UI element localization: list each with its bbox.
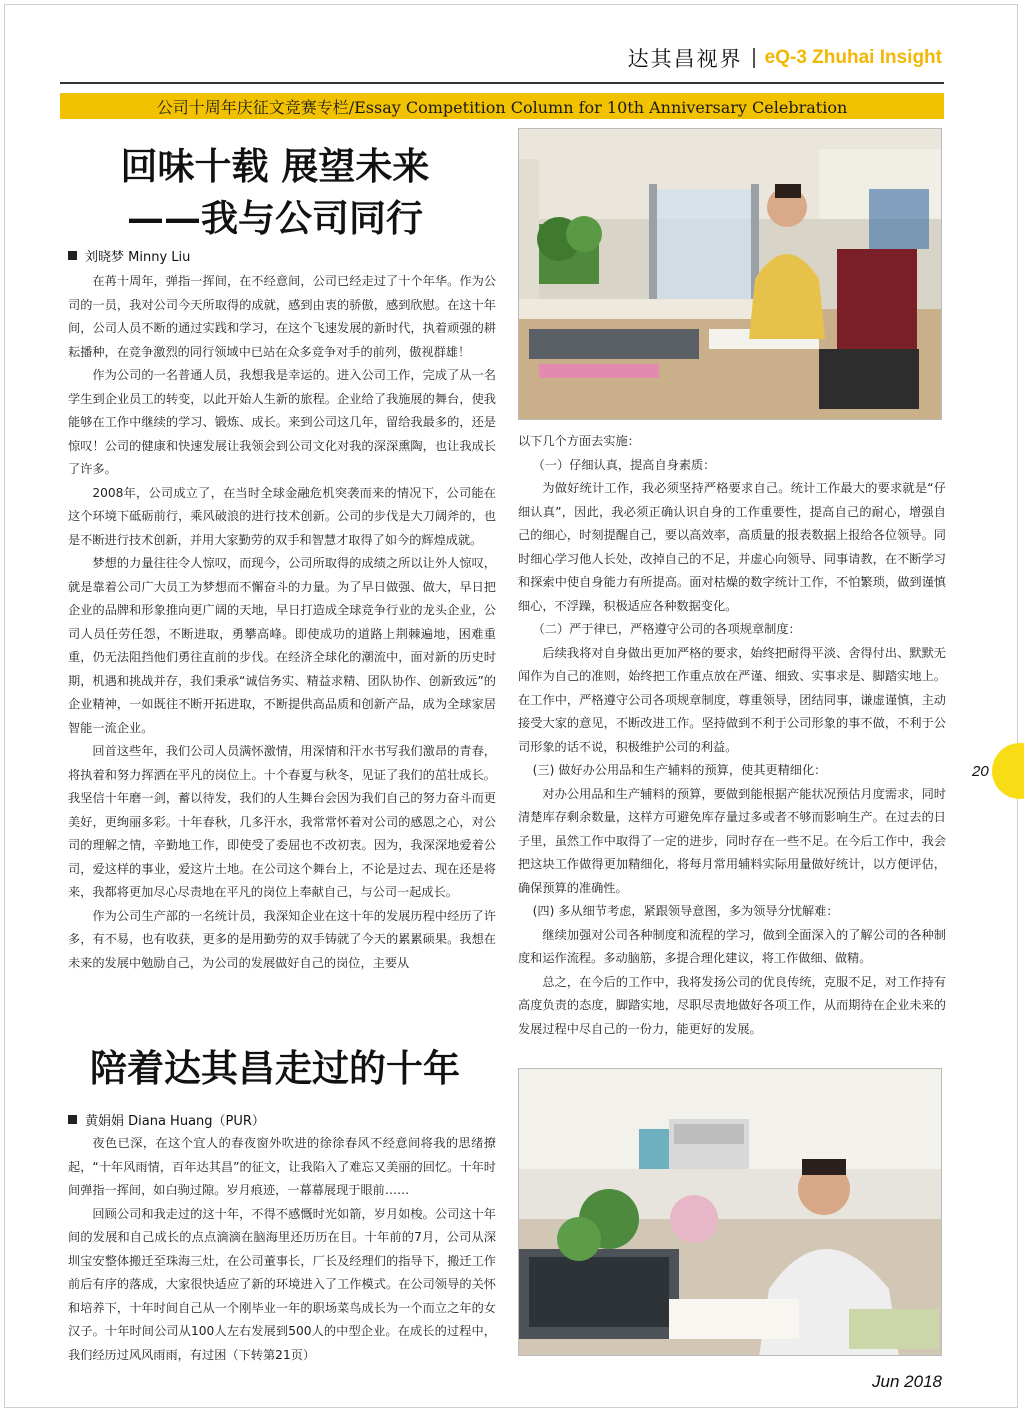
paragraph: 总之，在今后的工作中，我将发扬公司的优良传统，克服不足，对工作持有高度负责的态度，脚踏实地，尽职尽责地做好各项工作，从而期待在企业未来的发展过程中尽自己的一份力，能更好的发展。 bbox=[518, 974, 946, 1036]
article1-author bbox=[68, 246, 190, 265]
office-photo-illustration bbox=[519, 1069, 942, 1356]
article1-title-line2: ——我与公司同行 bbox=[127, 196, 423, 240]
section-heading: （一）仔细认真，提高自身素质： bbox=[532, 457, 716, 472]
article1-column-left bbox=[68, 270, 496, 1030]
section-heading: （二）严于律已，严格遵守公司的各项规章制度： bbox=[532, 622, 801, 636]
article1-column-right bbox=[518, 430, 946, 1036]
masthead bbox=[628, 40, 942, 76]
article2-author bbox=[68, 1110, 265, 1129]
paragraph: 梦想的力量往往令人惊叹，而现今，公司所取得的成绩之所以让外人惊叹，就是靠着公司广大员工为梦想而不懈奋斗的力量。为了早日做强、做大，早日把企业的品牌和形象推向更广阔的天地，早日打造成全球竞争行业的龙头企业，公司人员任劳任怨，不断进取，勇攀高峰。即使成功的道路上荆棘遍地，困难重重，仍无法阻挡他们勇往直前的步伐。在经济全球化的潮流中，面对新的历史时期，机遇和挑战并存，我们秉承“诚信务实、精益求精、团队协作、创新致远”的企业精神，一如既往不断开拓进取，不断提供高品质和创新产品，成为全球家居智能一流企业。 bbox=[68, 556, 496, 735]
article2-column-left bbox=[68, 1132, 496, 1368]
office-photo-illustration bbox=[519, 129, 942, 420]
paragraph: 回顾公司和我走过的这十年，不得不感慨时光如箭，岁月如梭。公司这十年间的发展和自己成长的点点滴滴在脑海里还历历在目。十年前的7月，公司从深圳宝安整体搬迁至珠海三灶，在公司董事长，厂长及经理们的指导下，搬迁工作前后有序的落成，大家很快适应了新的环境进入了工作模式。在公司领导的关怀和培养下，十年时间自己从一个刚毕业一年的职场菜鸟成长为一个而立之年的女汉子。十年时间公司从100人左右发展到500人的中型企业。在成长的过程中，我们经历过风风雨雨，有过困（下转第21页） bbox=[68, 1206, 496, 1362]
yellow-circle-icon bbox=[992, 743, 1024, 799]
article1-author-name: 刘晓梦 Minny Liu bbox=[85, 250, 191, 265]
paragraph: 继续加强对公司各种制度和流程的学习，做到全面深入的了解公司的各种制度和运作流程。多动脑筋，多提合理化建议，将工作做细、做精。 bbox=[518, 927, 946, 965]
paragraph: 以下几个方面去实施： bbox=[518, 434, 640, 448]
paragraph: 2008年，公司成立了，在当时全球金融危机突袭而来的情况下，公司能在这个环境下砥砺前行，乘风破浪的进行技术创新。公司的步伐是大刀阔斧的，也是不断进行技术创新，并用大家勤劳的双手和智慧才取得了如今的辉煌成就。 bbox=[68, 485, 496, 547]
masthead-divider bbox=[753, 48, 755, 68]
bullet-square-icon bbox=[68, 251, 77, 260]
paragraph: 为做好统计工作，我必须坚持严格要求自己。统计工作最大的要求就是“仔细认真”，因此，我必须正确认识自身的工作重要性，提高自己的耐心，增强自己的细心，时刻提醒自己，要以高效率，高质量的报表数据上报给各位领导。同时细心学习他人长处，改掉自己的不足，并虚心向领导、同事请教，在不断学习和探索中使自身能力有所提高。面对枯燥的数字统计工作，不怕繁琐，做到谨慎细心，不浮躁，积极适应各种数据变化。 bbox=[518, 481, 946, 613]
bullet-square-icon bbox=[68, 1115, 77, 1124]
paragraph: 在苒十周年，弹指一挥间，在不经意间，公司已经走过了十个年华。作为公司的一员，我对公司今天所取得的成就，感到由衷的骄傲，感到欣慰。在这十年间，公司人员不断的通过实践和学习，在这个飞速发展的新时代，执着顽强的耕耘播种，在竞争激烈的同行领域中已站在众多竞争对手的前列，傲视群雄！ bbox=[68, 274, 496, 359]
article1-title bbox=[60, 140, 490, 244]
column-banner-text: 公司十周年庆征文竞赛专栏/Essay Competition Column for 10th Anniversary Celebration bbox=[156, 97, 848, 117]
article2-author-name: 黄娟娟 Diana Huang（PUR） bbox=[85, 1114, 265, 1129]
article1-photo bbox=[518, 128, 942, 420]
header-rule bbox=[60, 82, 944, 84]
paragraph: 对办公用品和生产辅料的预算，要做到能根据产能状况预估月度需求，同时清楚库存剩余数量，这样方可避免库存量过多或者不够而影响生产。在过去的日子里，虽然工作中取得了一定的进步，同时存在一些不足。在今后工作中，我会把这块工作做得更加精细化，将每月常用辅料实际用量做好统计，以方便评估，确保预算的准确性。 bbox=[518, 786, 946, 895]
page-number-marker bbox=[964, 746, 1024, 796]
column-banner bbox=[60, 93, 944, 119]
magazine-name-cn: 达其昌视界 bbox=[627, 47, 743, 71]
paragraph: 夜色已深，在这个宜人的春夜窗外吹进的徐徐春风不经意间将我的思绪撩起，“十年风雨情，百年达其昌”的征文，让我陷入了难忘又美丽的回忆。十年时间弹指一挥间，如白驹过隙。岁月痕迹，一幕幕展现于眼前…… bbox=[68, 1136, 496, 1197]
paragraph: 后续我将对自身做出更加严格的要求，始终把耐得平淡、舍得付出、默默无闻作为自己的准则，始终把工作重点放在严谨、细致、实事求是、脚踏实地上。在工作中，严格遵守公司各项规章制度，尊重领导，团结同事，谦虚谨慎，主动接受大家的意见，不断改进工作。坚持做到不利于公司形象的事不做，不利于公司形象的话不说，积极维护公司的利益。 bbox=[518, 645, 946, 754]
paragraph: 作为公司生产部的一名统计员，我深知企业在这十年的发展历程中经历了许多，有不易，也有收获，更多的是用勤劳的双手铸就了今天的累累硕果。我想在未来的发展中勉励自己，为公司的发展做好自己的岗位，主要从 bbox=[68, 908, 496, 970]
article2-photo bbox=[518, 1068, 942, 1356]
section-heading: (四) 多从细节考虑，紧跟领导意图，多为领导分忧解难： bbox=[532, 904, 839, 918]
paragraph: 作为公司的一名普通人员，我想我是幸运的。进入公司工作，完成了从一名学生到企业员工的转变，以此开始人生新的旅程。企业给了我施展的舞台，使我能够在工作中继续的学习、锻炼、成长。来到公司这几年，留给我最多的，还是惊叹！公司的健康和快速发展让我领会到公司文化对我的深深熏陶，也让我成长了许多。 bbox=[68, 368, 496, 476]
article1-title-line1: 回味十载 展望未来 bbox=[120, 144, 430, 188]
page-number: 20 bbox=[972, 762, 989, 780]
article2-title: 陪着达其昌走过的十年 bbox=[90, 1046, 460, 1090]
issue-date: Jun 2018 bbox=[872, 1372, 942, 1391]
section-heading: (三) 做好办公用品和生产辅料的预算，使其更精细化： bbox=[532, 763, 827, 777]
magazine-name-en: eQ-3 Zhuhai Insight bbox=[764, 47, 942, 68]
paragraph: 回首这些年，我们公司人员满怀激情，用深情和汗水书写我们激昂的青春，将执着和努力挥洒在平凡的岗位上。十个春夏与秋冬，见证了我们的茁壮成长。我坚信十年磨一剑，蓄以待发，我们的人生舞台会因为我们自己的努力奋斗而更美好，更绚丽多彩。十年春秋，几多汗水，我常常怀着对公司的感恩之心，对公司的理解之情，辛勤地工作，即使受了委屈也不改初衷。因为，我深深地爱着公司，爱这样的事业，爱这片土地。在公司这个舞台上，不论是过去、现在还是将来，我都将更加尽心尽责地在平凡的岗位上奉献自己，与公司一起成长。 bbox=[68, 744, 496, 899]
